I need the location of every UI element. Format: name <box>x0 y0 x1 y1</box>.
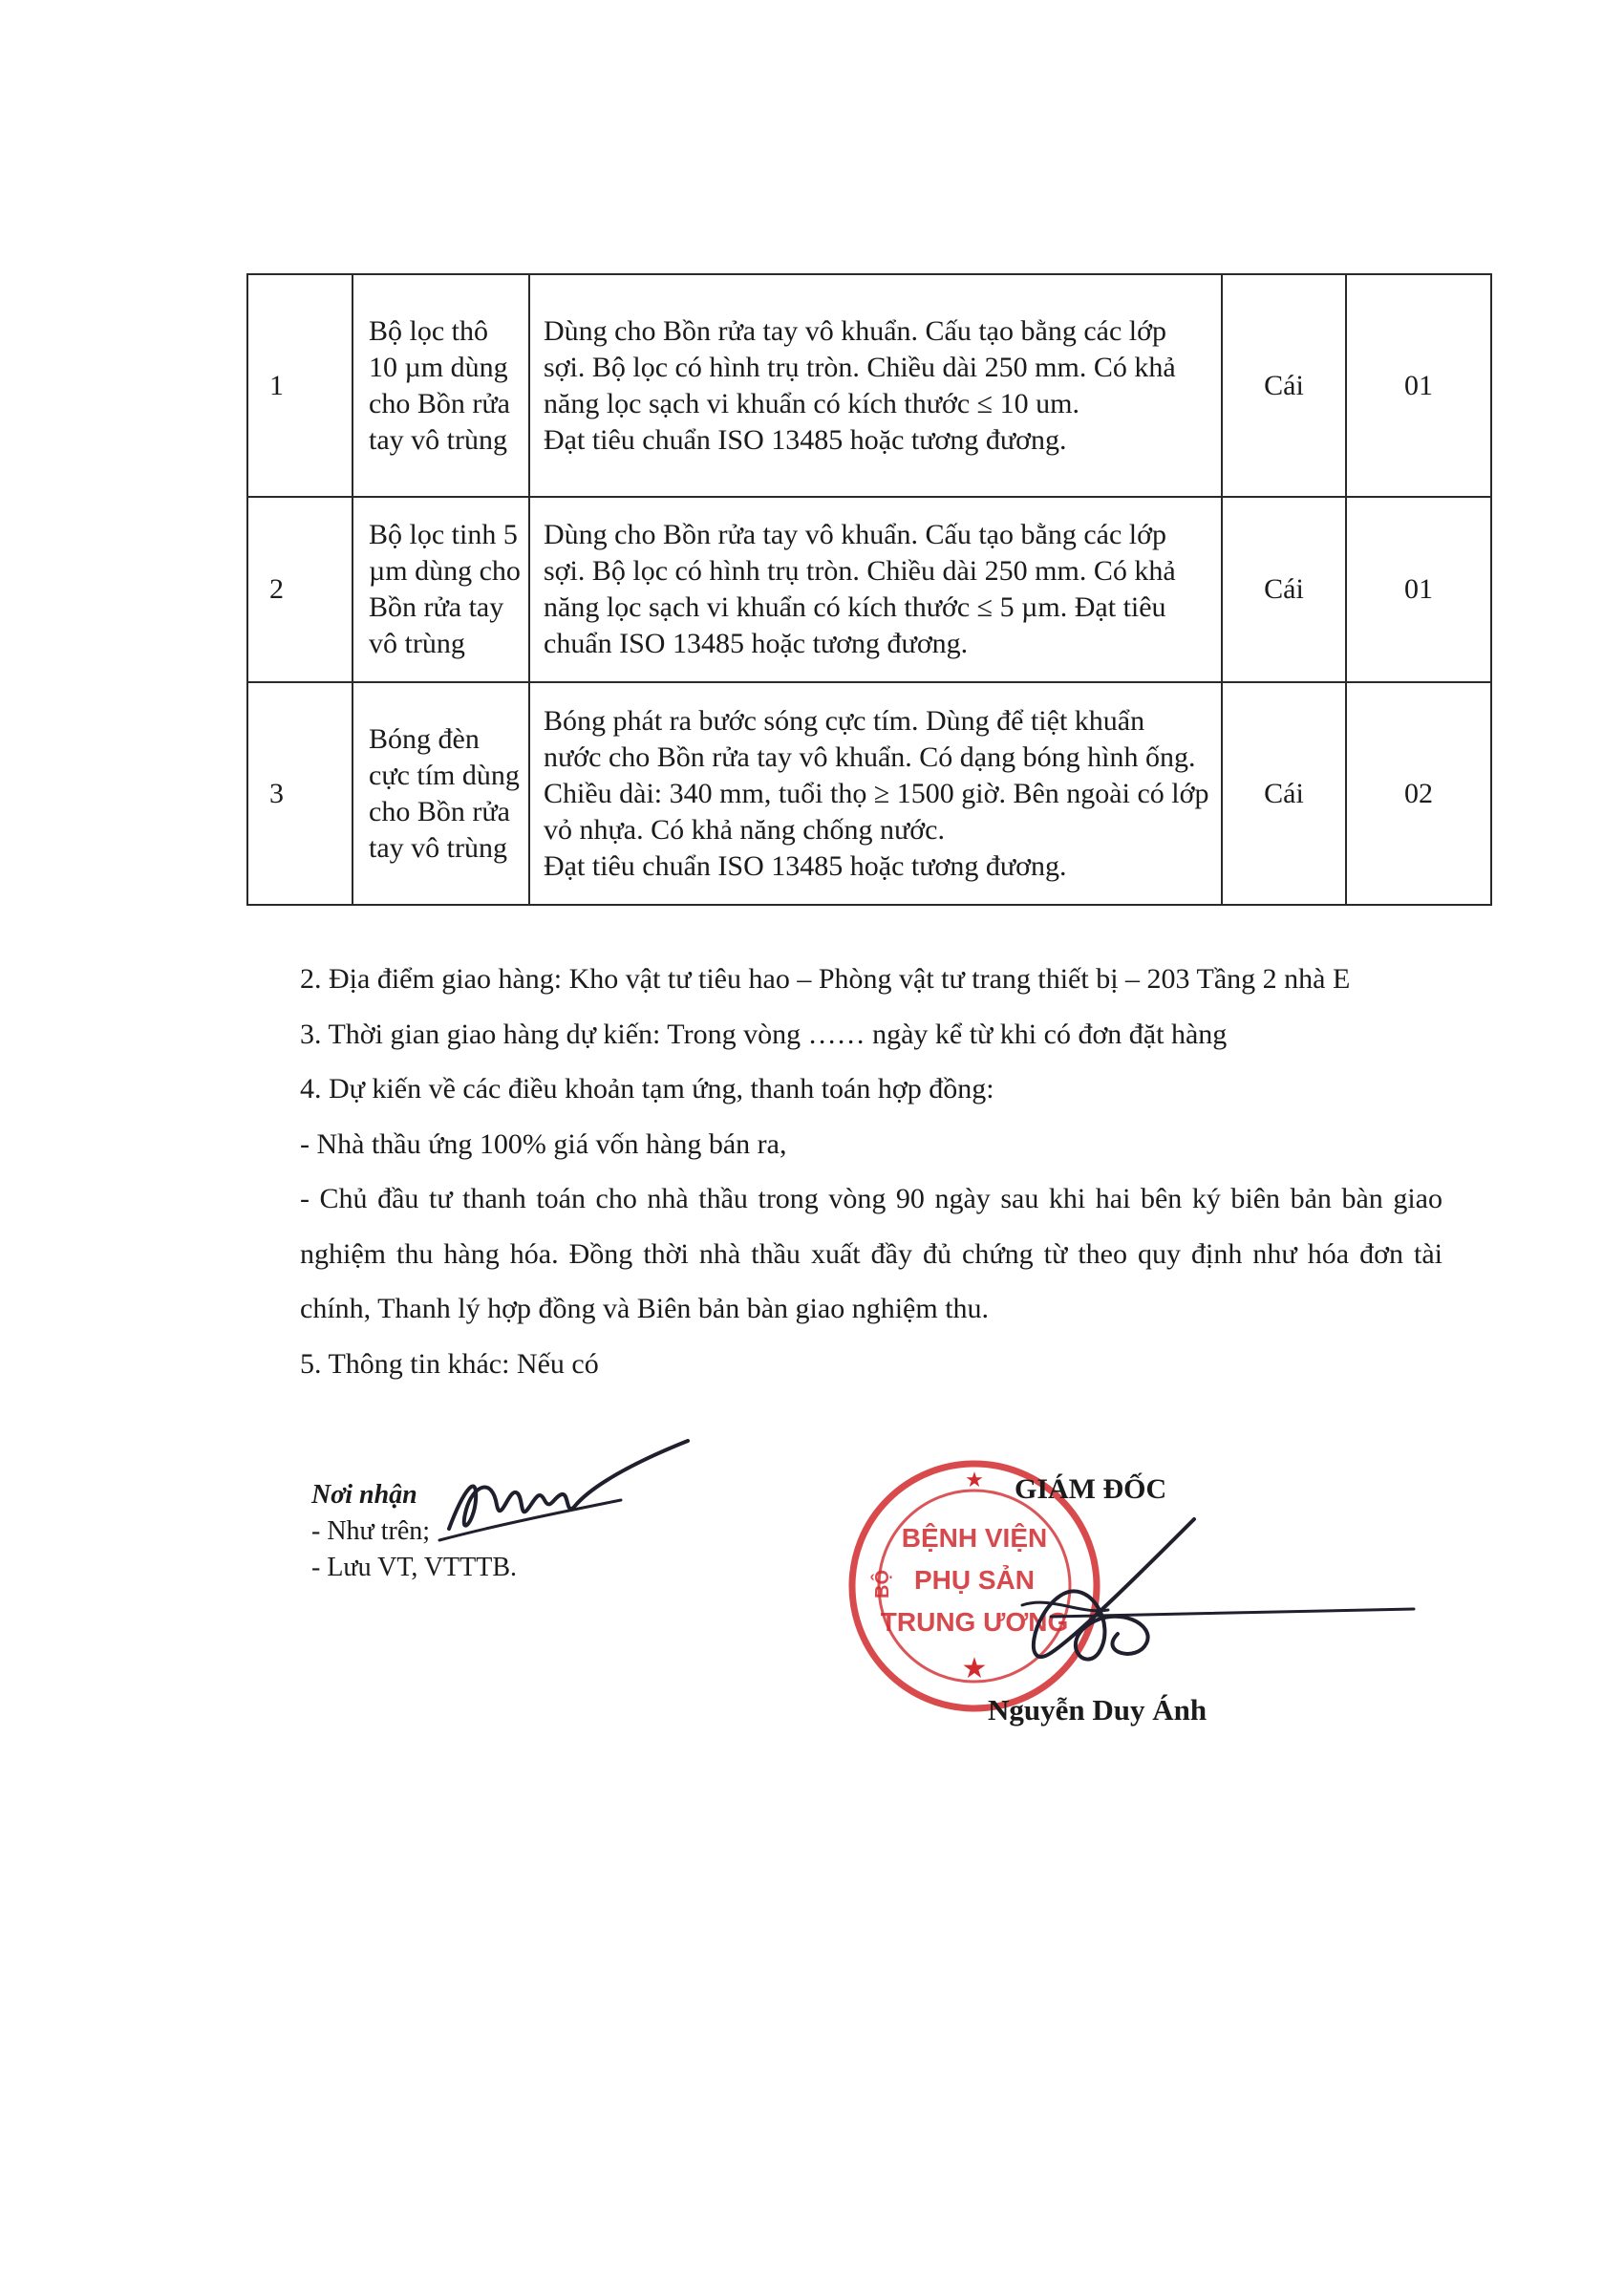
stamp-line: BỆNH VIỆN <box>901 1523 1048 1553</box>
table-row <box>247 274 1491 497</box>
item-unit: Cái <box>1222 497 1346 682</box>
item-name: Bóng đèn cực tím dùng cho Bồn rửa tay vô trùng <box>353 682 529 905</box>
director-title: GIÁM ĐỐC <box>1015 1473 1167 1505</box>
item-spec <box>529 497 1222 682</box>
table-row <box>247 682 1491 905</box>
delivery-time-paragraph: 3. Thời gian giao hàng dự kiến: Trong vòng …… ngày kể từ khi có đơn đặt hàng <box>300 1018 1228 1050</box>
director-name: Nguyễn Duy Ánh <box>988 1693 1207 1727</box>
spec-line: Bóng phát ra bước sóng cực tím. Dùng để tiệt khuẩn nước cho Bồn rửa tay vô khuẩn. Có dạng bóng hình ống. Chiều dài: 340 mm, tuổi thọ ≥ 1500 giờ. Bên ngoài có lớp vỏ nhựa. Có khả năng chống nước. <box>544 704 1209 846</box>
terms-title: 4. Dự kiến về các điều khoản tạm ứng, thanh toán hợp đồng: <box>300 1073 994 1105</box>
table-row <box>247 497 1491 682</box>
spec-line: Đạt tiêu chuẩn ISO 13485 hoặc tương đương. <box>544 423 1067 456</box>
stamp-side-text: BỘ <box>872 1570 893 1598</box>
item-quantity: 01 <box>1346 497 1491 682</box>
item-spec <box>529 682 1222 905</box>
spec-line: Đạt tiêu chuẩn ISO 13485 hoặc tương đương. <box>544 849 1067 882</box>
item-name: Bộ lọc thô 10 µm dùng cho Bồn rửa tay vô trùng <box>353 274 529 497</box>
row-number: 1 <box>247 274 353 497</box>
term-advance: - Nhà thầu ứng 100% giá vốn hàng bán ra, <box>300 1127 787 1160</box>
item-quantity: 02 <box>1346 682 1491 905</box>
stamp-line: PHỤ SẢN <box>913 1565 1035 1595</box>
recipient-item: - Lưu VT, VTTTB. <box>311 1553 518 1582</box>
svg-text:★: ★ <box>961 1652 988 1685</box>
stamp-line: TRUNG ƯƠNG <box>880 1607 1069 1637</box>
item-quantity: 01 <box>1346 274 1491 497</box>
document-body <box>300 952 1442 1391</box>
row-number: 3 <box>247 682 353 905</box>
item-unit: Cái <box>1222 274 1346 497</box>
item-name: Bộ lọc tinh 5 µm dùng cho Bồn rửa tay vô trùng <box>353 497 529 682</box>
recipients-heading: Nơi nhận <box>311 1480 417 1510</box>
row-number: 2 <box>247 497 353 682</box>
svg-text:★: ★ <box>965 1469 984 1492</box>
recipient-item: - Như trên; <box>311 1516 431 1546</box>
term-payment: - Chủ đầu tư thanh toán cho nhà thầu trong vòng 90 ngày sau khi hai bên ký biên bản bàn giao nghiệm thu hàng hóa. Đồng thời nhà thầu xuất đầy đủ chứng từ theo quy định như hóa đơn tài chính, Thanh lý hợp đồng và Biên bản bàn giao nghiệm thu. <box>300 1183 1442 1324</box>
item-spec <box>529 274 1222 497</box>
delivery-place-paragraph: 2. Địa điểm giao hàng: Kho vật tư tiêu hao – Phòng vật tư trang thiết bị – 203 Tầng 2 nhà E <box>300 963 1351 995</box>
item-unit: Cái <box>1222 682 1346 905</box>
recipients-block <box>311 1477 517 1586</box>
other-info-paragraph: 5. Thông tin khác: Nếu có <box>300 1347 599 1380</box>
spec-line: Dùng cho Bồn rửa tay vô khuẩn. Cấu tạo bằng các lớp sợi. Bộ lọc có hình trụ tròn. Chiều dài 250 mm. Có khả năng lọc sạch vi khuẩn có kích thước ≤ 10 um. <box>544 314 1176 419</box>
spec-line: Dùng cho Bồn rửa tay vô khuẩn. Cấu tạo bằng các lớp sợi. Bộ lọc có hình trụ tròn. Chiều dài 250 mm. Có khả năng lọc sạch vi khuẩn có kích thước ≤ 5 µm. Đạt tiêu chuẩn ISO 13485 hoặc tương đương. <box>544 519 1176 659</box>
items-table <box>246 273 1492 906</box>
